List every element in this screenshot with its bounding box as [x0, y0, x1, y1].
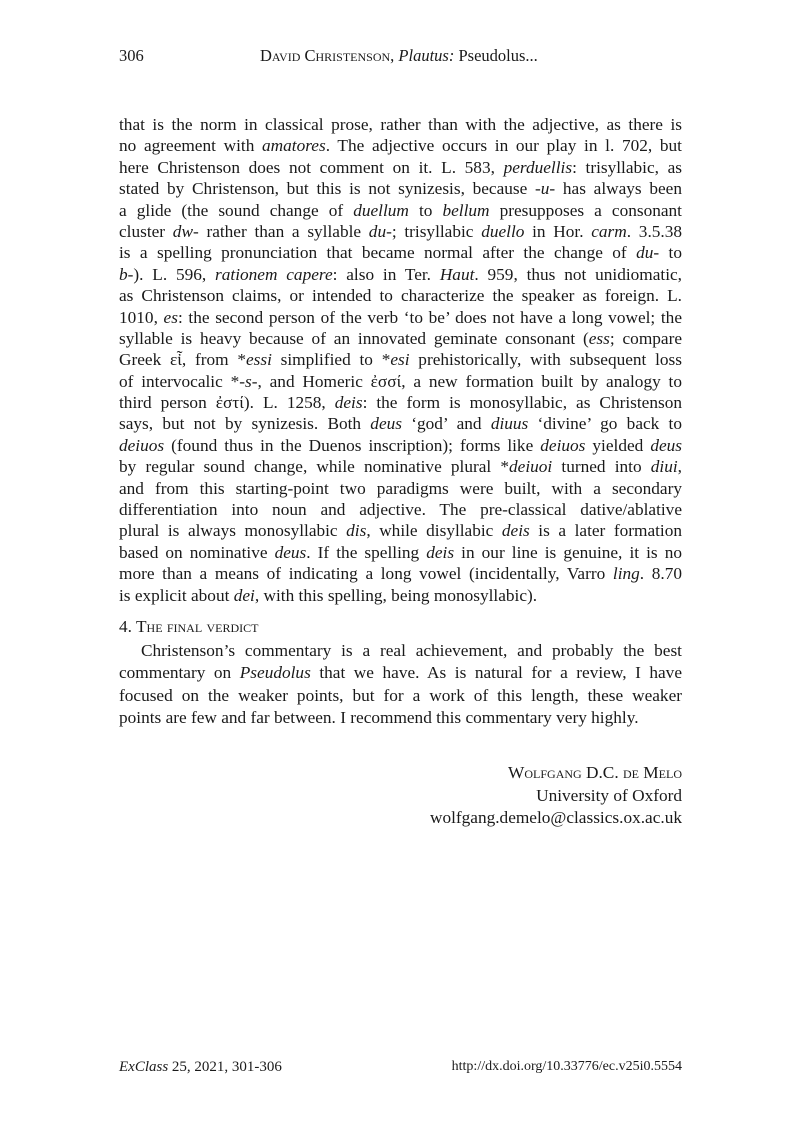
italic-term: dis [346, 521, 367, 541]
italic-term: essi [245, 350, 272, 370]
text-run: (found thus in the Duenos inscription); forms like [164, 435, 541, 455]
text-line [119, 563, 682, 584]
section-heading: 4. The final verdict [119, 617, 259, 636]
italic-term: carm [591, 221, 627, 241]
italic-term: esi [390, 350, 410, 370]
footer-volume: 25, 2021, 301-306 [168, 1059, 282, 1075]
italic-term: deiuoi [509, 457, 553, 477]
text-run: plural is always monosyllabic [119, 521, 347, 541]
italic-term: deus [274, 542, 307, 562]
text-run: that is the norm in classical prose, rather than with the adjective, as there is [119, 115, 682, 134]
text-run: syllable is heavy because of an innovated geminate consonant ( [119, 328, 589, 348]
text-run: more than a means of indicating a long vowel (incidentally, Varro [119, 564, 613, 584]
text-run: commentary on [119, 663, 240, 683]
text-line [119, 221, 682, 242]
italic-term: amatores [262, 136, 326, 156]
text-line [119, 499, 682, 520]
italic-term: duello [481, 221, 525, 241]
text-line [119, 478, 682, 499]
header-author: David Christenson [260, 46, 391, 65]
text-line [119, 585, 682, 606]
italic-term: perduellis [503, 157, 573, 177]
text-line [119, 328, 682, 349]
text-run: ; compare [609, 328, 682, 348]
text-line [119, 114, 682, 135]
italic-term: es [163, 307, 178, 327]
text-run: here Christenson does not comment on it. L. 583, [119, 157, 504, 177]
italic-term: ess [588, 328, 610, 348]
text-run: focused on the weaker points, but for a work of this length, these weaker [119, 685, 682, 705]
text-run: : trisyllabic, as [572, 157, 682, 177]
text-line [119, 662, 682, 684]
text-run: says, but not by synizesis. Both [119, 414, 371, 434]
italic-term: deis [501, 521, 530, 541]
italic-term: du [636, 243, 654, 263]
text-line [119, 392, 682, 413]
text-run: by regular sound change, while nominative plural * [119, 457, 510, 477]
author-email[interactable]: wolfgang.demelo@classics.ox.ac.uk [429, 808, 682, 828]
italic-term: deus [370, 414, 402, 434]
text-run: ‘divine’ go back to [528, 414, 682, 434]
text-line [119, 707, 682, 729]
page-number: 306 [119, 46, 144, 65]
text-run: - has always been [549, 179, 682, 199]
text-run: Greek εἶ, from * [119, 350, 246, 370]
text-line [119, 685, 682, 707]
text-run: , [677, 457, 682, 477]
text-run: turned into [552, 457, 651, 477]
text-line [119, 135, 682, 156]
text-run: to [408, 200, 443, 220]
conclusion-paragraph [119, 640, 682, 729]
text-run: , while disyllabic [366, 521, 502, 541]
text-run: . 959, thus not unidiomatic, [474, 264, 682, 284]
text-run: prehistorically, with subsequent loss [409, 350, 683, 370]
header-title-italic: Plautus: [398, 46, 455, 65]
italic-term: s [245, 371, 252, 391]
footer-journal: ExClass [119, 1059, 169, 1075]
italic-term: diuus [490, 414, 529, 434]
text-line [119, 640, 682, 662]
text-run: - rather than a syllable [192, 221, 369, 241]
header-title: Pseudolus... [454, 46, 538, 65]
text-run: ‘god’ and [401, 414, 491, 434]
text-run: . If the spelling [306, 542, 427, 562]
text-run: -, and Homeric ἐσσί, a new formation built by analogy to [251, 371, 682, 391]
text-line [119, 520, 682, 541]
text-run: cluster [119, 221, 173, 241]
italic-term: duellum [353, 200, 409, 220]
text-run: a glide (the sound change of [119, 200, 354, 220]
text-run: that we have. As is natural for a review, I have [310, 663, 682, 683]
italic-term: deus [650, 435, 682, 455]
text-run: based on nominative [119, 542, 275, 562]
text-line [119, 435, 682, 456]
italic-term: deis [426, 542, 455, 562]
text-run: yielded [585, 435, 651, 455]
italic-term: deis [334, 393, 363, 413]
text-run: simplified to * [271, 350, 391, 370]
italic-term: diui [650, 457, 678, 477]
footer-citation [119, 1059, 282, 1076]
section-heading-block [119, 616, 682, 638]
text-run: and from this starting-point two paradigms were built, with a secondary [119, 478, 682, 498]
italic-term: du [368, 221, 387, 241]
footer-doi-link[interactable]: http://dx.doi.org/10.33776/ec.v25i0.5554 [451, 1059, 682, 1074]
text-run: is a spelling pronunciation that became normal after the change of [119, 243, 637, 263]
text-run: : the second person of the verb ‘to be’ does not have a long vowel; the [177, 307, 682, 327]
text-run: : also in Ter. [332, 264, 440, 284]
text-line [119, 157, 682, 178]
italic-term: bellum [442, 200, 490, 220]
author-affiliation: University of Oxford [536, 785, 682, 805]
text-line [119, 285, 682, 306]
italic-term: u [540, 179, 550, 199]
text-run: . 3.5.38 [626, 221, 683, 241]
text-run: , with this spelling, being monosyllabic). [254, 585, 538, 605]
text-run: stated by Christenson, but this is not synizesis, because - [119, 179, 541, 199]
signature [430, 762, 682, 830]
italic-term: b [119, 264, 128, 284]
text-run: -). L. 596, [127, 264, 216, 284]
text-line [119, 413, 682, 434]
text-line [119, 242, 682, 263]
text-line [119, 371, 682, 392]
text-run: -; trisyllabic [386, 221, 482, 241]
text-run: is explicit about [119, 585, 234, 605]
text-run: . The adjective occurs in our play in l. 702, but [325, 136, 682, 156]
text-line [119, 349, 682, 370]
italic-term: dei [233, 585, 255, 605]
text-run: in our line is genuine, it is no [454, 542, 682, 562]
author-name: Wolfgang D.C. de Melo [508, 763, 682, 782]
text-run: - to [653, 243, 682, 263]
text-run: Christenson’s commentary is a real achievement, and probably the best [141, 641, 682, 660]
text-run: no agreement with [119, 136, 263, 156]
text-line [119, 178, 682, 199]
text-run: of intervocalic *- [119, 371, 245, 391]
text-line [119, 542, 682, 563]
text-run: as Christenson claims, or intended to characterize the speaker as foreign. L. [119, 286, 682, 306]
italic-term: dw [172, 221, 193, 241]
body-paragraph [119, 114, 682, 606]
text-run: . 8.70 [639, 564, 682, 584]
text-run: differentiation into noun and adjective. The pre-classical dative/ablative [119, 500, 682, 520]
text-run: in Hor. [524, 221, 592, 241]
text-run: third person ἐστί). L. 1258, [119, 393, 335, 413]
text-run: presupposes a consonant [489, 200, 682, 220]
text-run: : the form is monosyllabic, as Christenson [362, 393, 682, 413]
italic-term: deiuos [119, 435, 165, 455]
italic-term: rationem capere [215, 264, 333, 284]
text-line [119, 307, 682, 328]
text-line [119, 264, 682, 285]
text-run: points are few and far between. I recommend this commentary very highly. [119, 707, 639, 727]
italic-term: ling [612, 564, 640, 584]
text-line [119, 456, 682, 477]
running-header: David Christenson, Plautus: Pseudolus... [260, 46, 538, 65]
text-run: is a later formation [529, 521, 683, 541]
italic-term: Haut [439, 264, 475, 284]
text-run: 1010, [119, 307, 164, 327]
italic-term: Pseudolus [239, 663, 311, 683]
italic-term: deiuos [540, 435, 586, 455]
text-line [119, 200, 682, 221]
